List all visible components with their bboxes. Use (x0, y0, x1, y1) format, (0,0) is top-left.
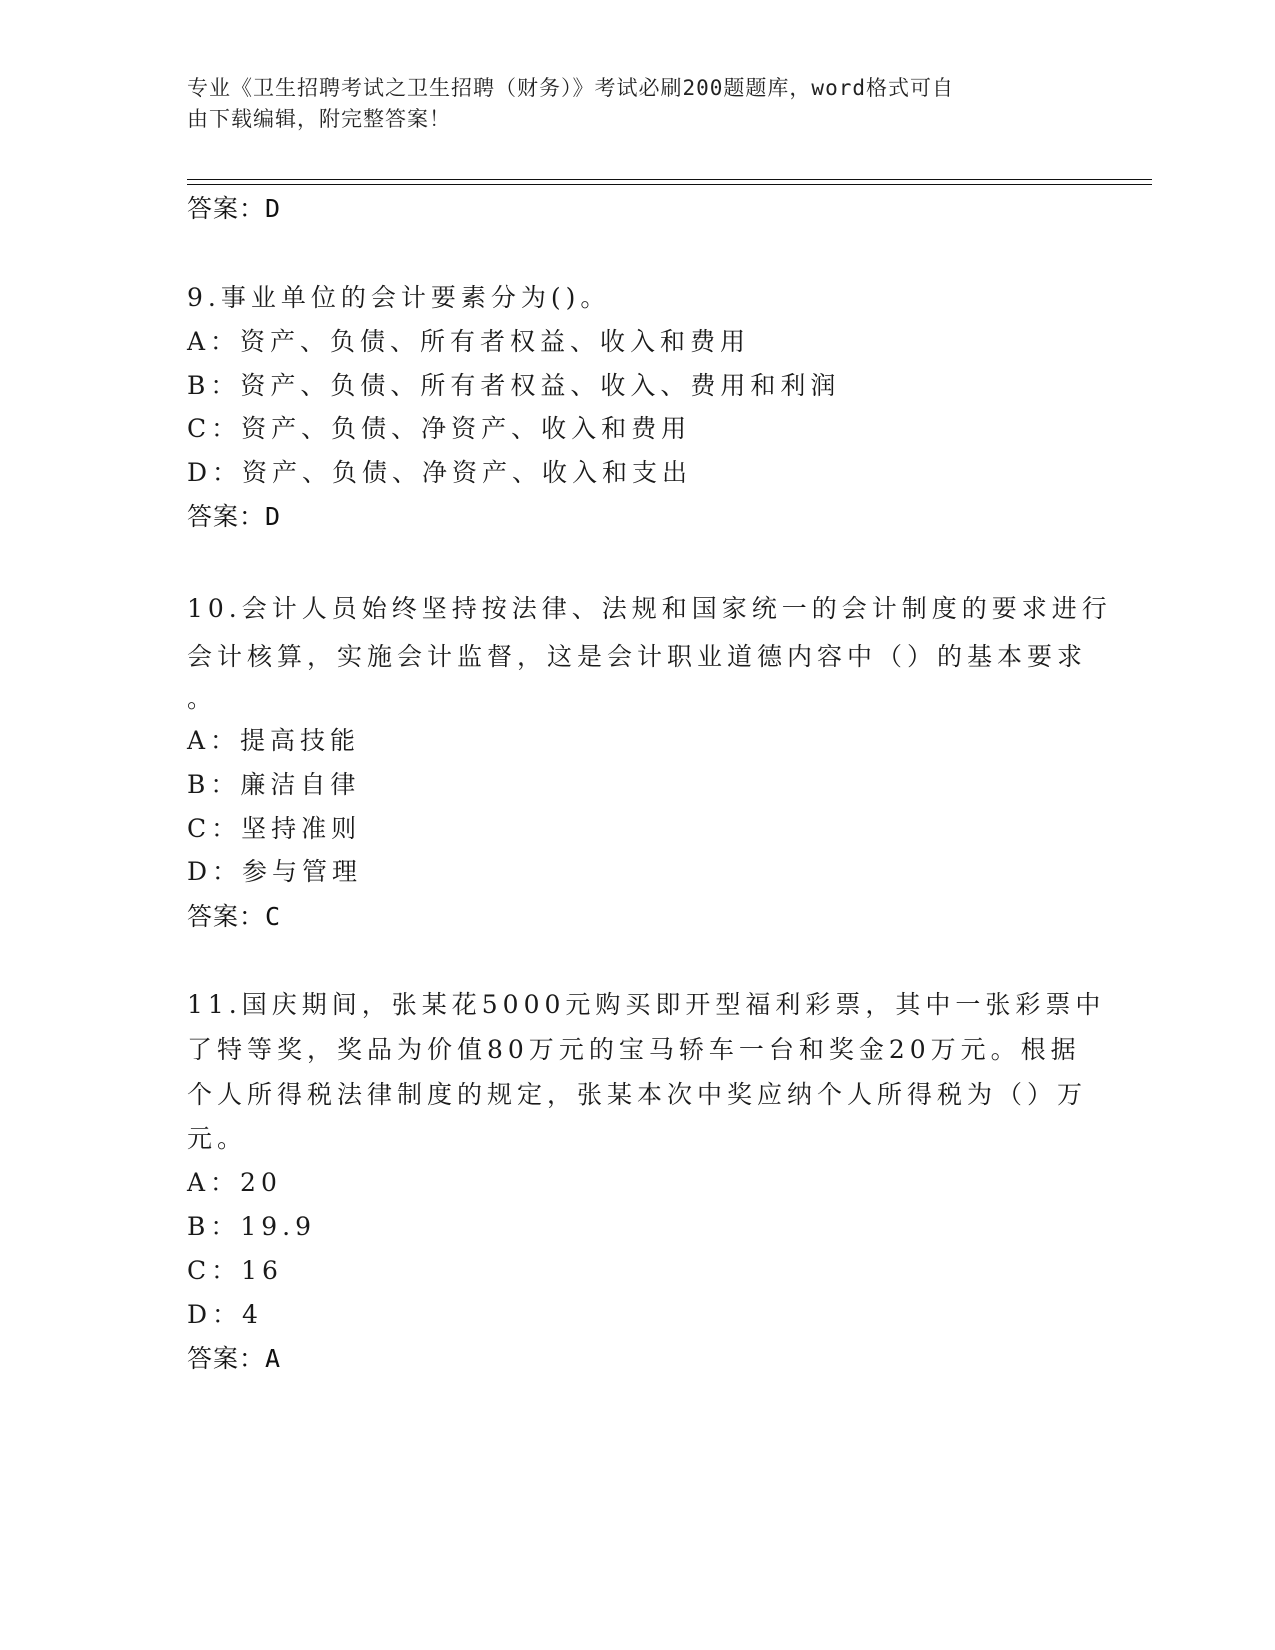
question-10-option-a: A：提高技能 (187, 726, 361, 755)
question-10-stem-line-3: 。 (187, 684, 218, 713)
question-11-stem-line-2: 了特等奖，奖品为价值80万元的宝马轿车一台和奖金20万元。根据 (187, 1035, 1081, 1064)
question-11-answer: 答案：A (187, 1344, 282, 1373)
question-10-stem-line-1: 10.会计人员始终坚持按法律、法规和国家统一的会计制度的要求进行 (187, 594, 1112, 623)
question-9-stem: 9.事业单位的会计要素分为()。 (187, 283, 611, 312)
header-line-2: 由下载编辑，附完整答案！ (187, 107, 451, 131)
document-header (187, 73, 1077, 135)
question-11-option-c: C：16 (187, 1256, 283, 1285)
question-11-stem-line-1: 11.国庆期间，张某花5000元购买即开型福利彩票，其中一张彩票中 (187, 990, 1106, 1019)
question-9-answer: 答案：D (187, 502, 282, 531)
question-9-option-a: A：资产、负债、所有者权益、收入和费用 (187, 327, 751, 356)
question-10-option-d: D：参与管理 (187, 857, 363, 886)
question-10-option-b: B：廉洁自律 (187, 770, 361, 799)
question-10-option-c: C：坚持准则 (187, 814, 362, 843)
question-10-stem-line-2: 会计核算，实施会计监督，这是会计职业道德内容中（）的基本要求 (187, 642, 1088, 671)
question-11-option-a: A：20 (187, 1168, 282, 1197)
question-11-stem-line-4: 元。 (187, 1124, 248, 1153)
previous-answer: 答案：D (187, 194, 282, 223)
question-9-option-d: D：资产、负债、净资产、收入和支出 (187, 458, 693, 487)
question-9-option-b: B：资产、负债、所有者权益、收入、费用和利润 (187, 371, 841, 400)
question-9-option-c: C：资产、负债、净资产、收入和费用 (187, 414, 692, 443)
header-line-1: 专业《卫生招聘考试之卫生招聘（财务）》考试必刷200题题库，word格式可自 (187, 76, 954, 100)
question-11-stem-line-3: 个人所得税法律制度的规定，张某本次中奖应纳个人所得税为（）万 (187, 1080, 1088, 1109)
question-10-answer: 答案：C (187, 902, 282, 931)
question-11-option-b: B：19.9 (187, 1212, 317, 1241)
header-rule-bottom (187, 184, 1152, 185)
question-11-option-d: D：4 (187, 1300, 263, 1329)
header-rule-top (187, 179, 1152, 180)
